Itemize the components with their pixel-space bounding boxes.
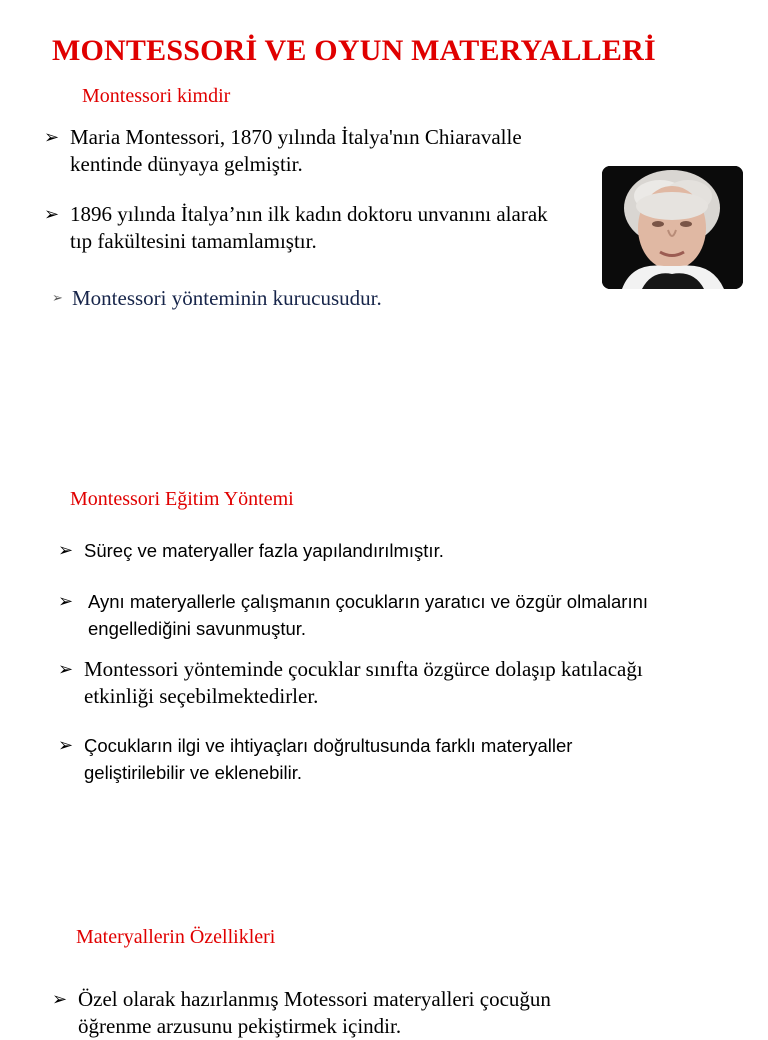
arrow-bullet-icon: ➢ (44, 127, 60, 147)
bullet-text: Çocukların ilgi ve ihtiyaçları doğrultusunda farklı materyaller geliştirilebilir ve eklenebilir. (84, 735, 573, 783)
section-heading-materyallerin-ozellikleri: Materyallerin Özellikleri (76, 926, 276, 948)
arrow-bullet-icon: ➢ (58, 591, 74, 611)
bullet-text: Süreç ve materyaller fazla yapılandırılmıştır. (84, 540, 444, 561)
section-heading-montessori-egitim-yontemi: Montessori Eğitim Yöntemi (70, 488, 294, 510)
arrow-bullet-icon: ➢ (58, 659, 74, 679)
arrow-bullet-icon: ➢ (52, 989, 68, 1009)
arrow-bullet-icon: ➢ (44, 204, 60, 224)
portrait-photo (602, 166, 743, 289)
arrow-bullet-icon: ➢ (52, 290, 63, 305)
section-heading-montessori-kimdir: Montessori kimdir (82, 85, 231, 107)
portrait-illustration (602, 166, 743, 289)
page-title: MONTESSORİ VE OYUN MATERYALLERİ (52, 34, 656, 67)
list-item (52, 285, 552, 312)
bullet-text: Montessori yönteminde çocuklar sınıfta özgürce dolaşıp katılacağı etkinliği seçebilmektedirler. (84, 657, 643, 708)
bullet-text: Özel olarak hazırlanmış Motessori materyalleri çocuğun öğrenme arzusunu pekiştirmek içindir. (78, 987, 551, 1038)
list-item (58, 537, 618, 564)
list-item (58, 656, 698, 710)
bullet-text: Aynı materyallerle çalışmanın çocukların yaratıcı ve özgür olmalarını engellediğini savunmuştur. (88, 591, 649, 639)
list-item (44, 201, 554, 255)
arrow-bullet-icon: ➢ (58, 735, 74, 755)
list-item (58, 588, 718, 642)
list-item (52, 986, 612, 1040)
list-item (44, 124, 574, 178)
bullet-text: Montessori yönteminin kurucusudur. (72, 286, 382, 310)
bullet-text: Maria Montessori, 1870 yılında İtalya'nın Chiaravalle kentinde dünyaya gelmiştir. (70, 125, 522, 176)
list-item (58, 732, 658, 786)
arrow-bullet-icon: ➢ (58, 540, 74, 560)
bullet-text: 1896 yılında İtalya’nın ilk kadın doktoru unvanını alarak tıp fakültesini tamamlamıştır. (70, 202, 548, 253)
